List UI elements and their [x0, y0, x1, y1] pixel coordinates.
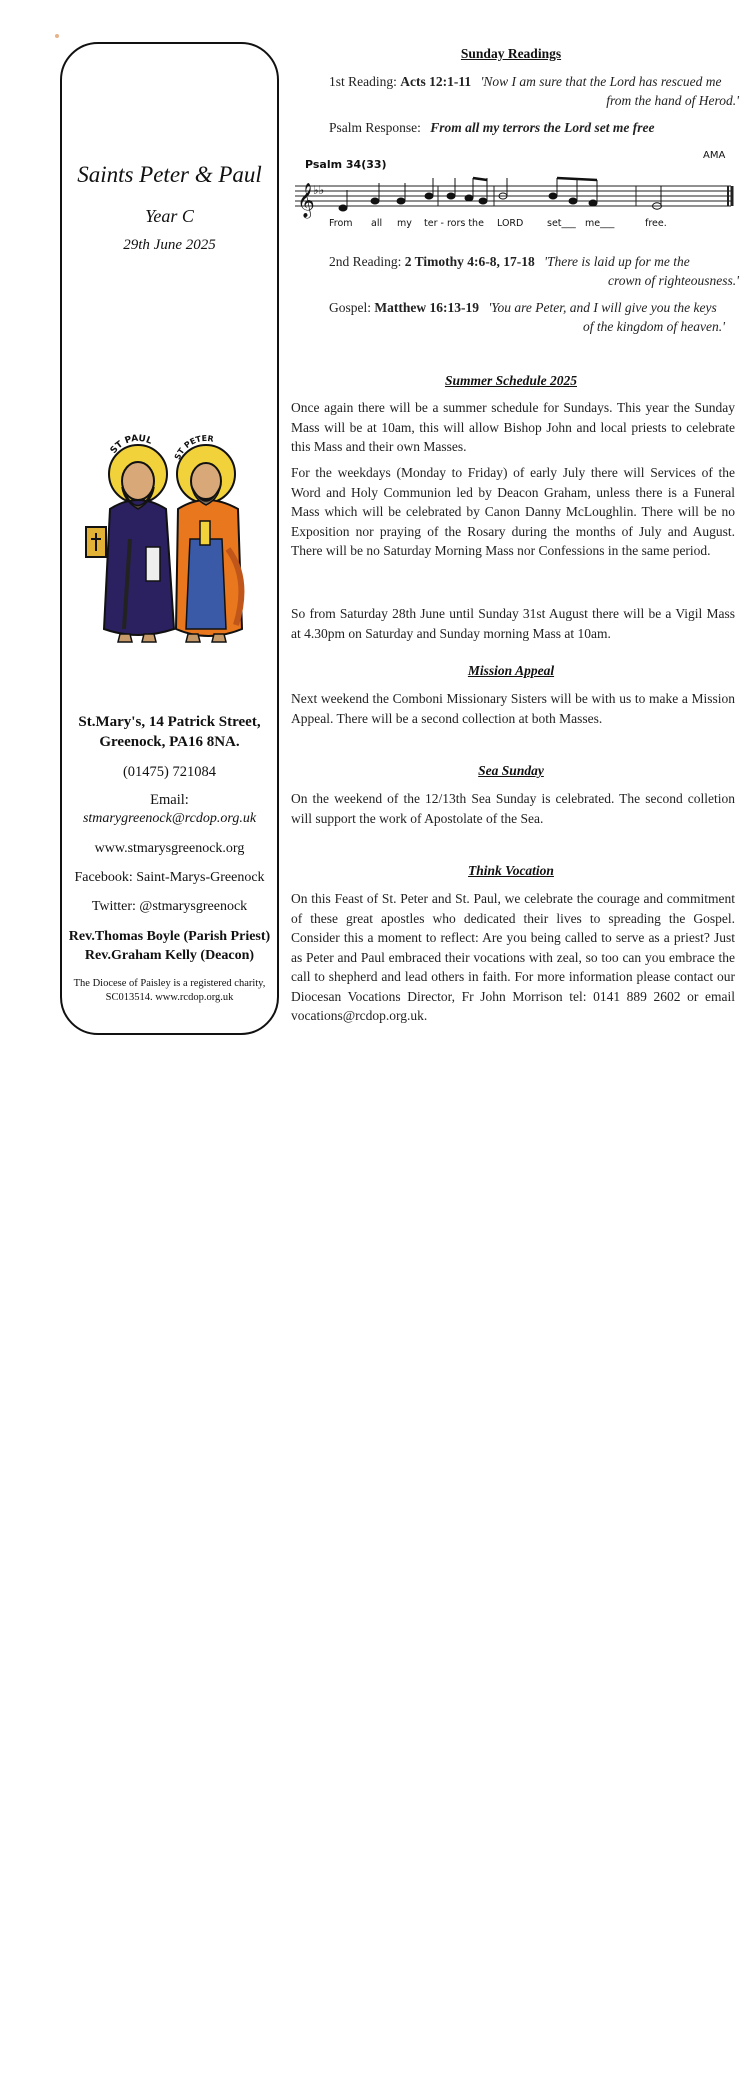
sea-sunday-heading: Sea Sunday — [478, 763, 544, 778]
psalm-number: Psalm 34(33) — [305, 158, 387, 171]
first-reading-quote-2: from the hand of Herod.' — [606, 93, 739, 108]
stray-mark — [55, 34, 59, 38]
parish-priest: Rev.Thomas Boyle (Parish Priest) — [68, 929, 271, 944]
mission-paragraph: Next weekend the Comboni Missionary Sisters will be with us to make a Mission Appeal. There will be a second collection at both Masses. — [291, 691, 735, 726]
paul-halo-label: ST PAUL — [108, 433, 154, 456]
summer-paragraph-3: So from Saturday 28th June until Sunday 31st August there will be a Vigil Mass at 4.30pm on Saturday and Sunday morning Mass at 10am. — [291, 606, 735, 641]
twitter-handle[interactable]: Twitter: @stmarysgreenock — [91, 899, 248, 914]
gospel-quote-2: of the kingdom of heaven.' — [583, 319, 725, 334]
second-reading — [329, 252, 739, 292]
lyric-word: From — [329, 218, 353, 229]
first-reading-ref: Acts 12:1-11 — [400, 74, 472, 89]
lyric-word: LORD — [497, 218, 524, 229]
treble-clef-icon: 𝄞 — [297, 183, 315, 218]
mission-appeal-heading: Mission Appeal — [467, 663, 555, 678]
lyric-word: ter - rors the — [424, 218, 484, 229]
music-staff — [295, 186, 732, 206]
charity-line-1: The Diocese of Paisley is a registered charity, — [73, 978, 266, 989]
music-composer: AMA — [703, 150, 726, 161]
summer-schedule-heading: Summer Schedule 2025 — [444, 373, 577, 388]
charity-line-2: SC013514. www.rcdop.org.uk — [105, 992, 234, 1003]
liturgical-year: Year C — [145, 206, 194, 226]
gospel-quote-1: 'You are Peter, and I will give you the keys — [488, 300, 717, 315]
first-reading — [329, 72, 739, 112]
deacon: Rev.Graham Kelly (Deacon) — [84, 948, 255, 963]
clergy-list — [62, 927, 277, 965]
lyric-word: me___ — [585, 218, 615, 229]
parish-website[interactable]: www.stmarysgreenock.org — [94, 841, 245, 856]
gospel-label: Gospel: — [329, 300, 371, 315]
psalm-response-label: Psalm Response: — [329, 120, 421, 135]
second-reading-quote-1: 'There is laid up for me the — [544, 254, 690, 269]
sea-paragraph: On the weekend of the 12/13th Sea Sunday is celebrated. The second colletion will support the work of Apostolate of the Sea. — [291, 791, 735, 826]
parish-address — [62, 712, 277, 752]
lyric-word: all — [371, 218, 383, 229]
feast-date: 29th June 2025 — [123, 237, 216, 253]
address-line-1: St.Mary's, 14 Patrick Street, — [78, 714, 261, 730]
music-lyrics — [329, 218, 667, 229]
parish-email[interactable]: stmarygreenock@rcdop.org.uk — [82, 811, 257, 826]
lyric-word: my — [397, 218, 412, 229]
address-line-2: Greenock, PA16 8NA. — [99, 734, 240, 750]
key-signature-flats-icon: ♭♭ — [313, 183, 325, 197]
saints-illustration — [82, 429, 252, 654]
summer-paragraph-2: For the weekdays (Monday to Friday) of early July there will Services of the Word and Holy Communion led by Deacon Graham, unless there is a Funeral Mass which will be celebrated by Canon Danny McLoughlin. There will be no Exposition nor praying of the Rosary during the months of July and August. There will be no Saturday Morning Mass nor Confessions in the same period. — [291, 465, 735, 558]
psalm-music-notation — [291, 150, 735, 235]
think-vocation-heading: Think Vocation — [468, 863, 554, 878]
first-reading-label: 1st Reading: — [329, 74, 397, 89]
charity-notice — [62, 977, 277, 1005]
sunday-readings-heading: Sunday Readings — [460, 46, 562, 61]
second-reading-quote-2: crown of righteousness.' — [607, 273, 739, 288]
psalm-response — [329, 118, 729, 137]
feast-title: Saints Peter & Paul — [77, 162, 262, 187]
vocation-paragraph: On this Feast of St. Peter and St. Paul, we celebrate the courage and commitment of these great apostles who dedicated their lives to spreading the Gospel. Consider this a moment to reflect: Are you being called to serve as a priest? Just as Peter and Paul embraced their vocations with zeal, so too can you embrace the call to shepherd and lead others in faith. For more information please contact our Diocesan Vocations Director, Fr John Morrison tel: 0141 889 2602 or email vocations@rcdop.org.uk. — [291, 891, 735, 1023]
lyric-word: free. — [645, 218, 667, 229]
second-reading-ref: 2 Timothy 4:6-8, 17-18 — [404, 254, 535, 269]
facebook-handle[interactable]: Facebook: Saint-Marys-Greenock — [74, 870, 265, 885]
summer-paragraph-1: Once again there will be a summer schedule for Sundays. This year the Sunday Mass will be at 10am, this will allow Bishop John and local priests to celebrate this Mass and their own Masses. — [291, 400, 735, 454]
parish-phone: (01475) 721084 — [122, 764, 217, 780]
parish-sidebar — [60, 42, 279, 1035]
peter-halo-label: ST PETER — [172, 433, 215, 462]
second-reading-label: 2nd Reading: — [329, 254, 402, 269]
first-reading-quote-1: 'Now I am sure that the Lord has rescued me — [480, 74, 722, 89]
gospel-ref: Matthew 16:13-19 — [374, 300, 479, 315]
lyric-word: set___ — [547, 218, 576, 229]
email-label: Email: — [150, 792, 189, 808]
gospel-reading — [329, 298, 725, 338]
psalm-response-text: From all my terrors the Lord set me free — [430, 120, 655, 135]
